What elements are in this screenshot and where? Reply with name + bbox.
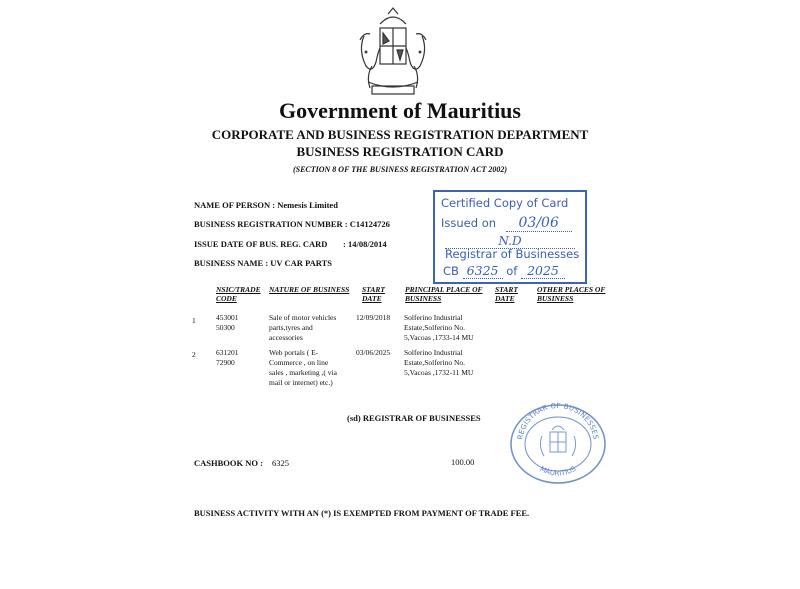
section-note: (SECTION 8 OF THE BUSINESS REGISTRATION ACT 2002) xyxy=(292,165,508,174)
stamp-issued-on: Issued on 03/06 xyxy=(441,215,572,232)
header-start-date-2: START DATE xyxy=(495,285,518,303)
business-registration-number: BUSINESS REGISTRATION NUMBER : C14124726 xyxy=(194,219,390,229)
header-other-places: OTHER PLACES OF BUSINESS xyxy=(537,285,606,303)
row-1-nature: Sale of motor vehicles parts,tyres and accessories xyxy=(269,313,337,342)
header-nature: NATURE OF BUSINESS xyxy=(269,285,350,294)
stamp-cb-number: 6325 xyxy=(463,263,503,279)
coat-of-arms-emblem xyxy=(350,6,436,100)
issue-date-label: ISSUE DATE OF BUS. REG. CARD xyxy=(194,239,328,249)
issue-date-value: : 14/08/2014 xyxy=(343,239,387,249)
stamp-registrar-label: Registrar of Businesses xyxy=(445,247,580,261)
business-name: BUSINESS NAME : UV CAR PARTS xyxy=(194,258,333,268)
row-1-code-1: 453001 xyxy=(216,313,239,322)
stamp-initials: N.D xyxy=(498,234,522,248)
cashbook-amount: 100.00 xyxy=(451,457,475,467)
row-2-code-1: 631201 xyxy=(216,348,239,357)
row-2-nature: Web portals ( E- Commerce , on line sales , marketing ,( via mail or internet) etc.) xyxy=(269,348,337,387)
stamp-year: 2025 xyxy=(521,263,565,279)
row-1-code-2: 50300 xyxy=(216,323,235,332)
certified-copy-stamp xyxy=(433,190,587,284)
registrar-seal xyxy=(508,402,608,484)
seal-bottom-text: MAURITIUS xyxy=(538,464,578,478)
cashbook-number: 6325 xyxy=(272,458,289,468)
row-2-start-date: 03/06/2025 xyxy=(356,348,391,357)
name-of-person: NAME OF PERSON : Nemesis Limited xyxy=(194,200,338,210)
row-2-number: 2 xyxy=(192,350,196,359)
stamp-issued-date: 03/06 xyxy=(506,215,572,232)
header-start-date: START DATE xyxy=(362,285,385,303)
svg-text:MAURITIUS xyxy=(539,465,578,478)
stamp-cb-line: CB 6325 of 2025 xyxy=(443,263,565,279)
row-1-place: Solferino Industrial Estate,Solferino No. 5,Vacoas ,1733-14 MU xyxy=(404,313,474,342)
header-nsic-code: NSIC/TRADE CODE xyxy=(216,285,261,303)
header-principal-place: PRINCIPAL PLACE OF BUSINESS xyxy=(405,285,483,303)
trade-fee-footnote: BUSINESS ACTIVITY WITH AN (*) IS EXEMPTED FROM PAYMENT OF TRADE FEE. xyxy=(194,508,530,518)
stamp-title: Certified Copy of Card xyxy=(441,196,569,210)
row-2-place: Solferino Industrial Estate,Solferino No. 5,Vacoas ,1732-11 MU xyxy=(404,348,474,377)
row-2-code-2: 72900 xyxy=(216,358,235,367)
seal-crest-icon xyxy=(540,426,575,456)
row-1-start-date: 12/09/2018 xyxy=(356,313,391,322)
row-1-number: 1 xyxy=(192,316,196,325)
department-title: CORPORATE AND BUSINESS REGISTRATION DEPARTMENT xyxy=(211,127,589,142)
registrar-signature-line: (sd) REGISTRAR OF BUSINESSES xyxy=(347,413,481,423)
cashbook-label: CASHBOOK NO : xyxy=(194,458,263,468)
government-title: Government of Mauritius xyxy=(279,98,521,123)
seal-top-text: REGISTRAR OF BUSINESSES xyxy=(516,402,600,441)
card-title: BUSINESS REGISTRATION CARD xyxy=(296,144,504,159)
